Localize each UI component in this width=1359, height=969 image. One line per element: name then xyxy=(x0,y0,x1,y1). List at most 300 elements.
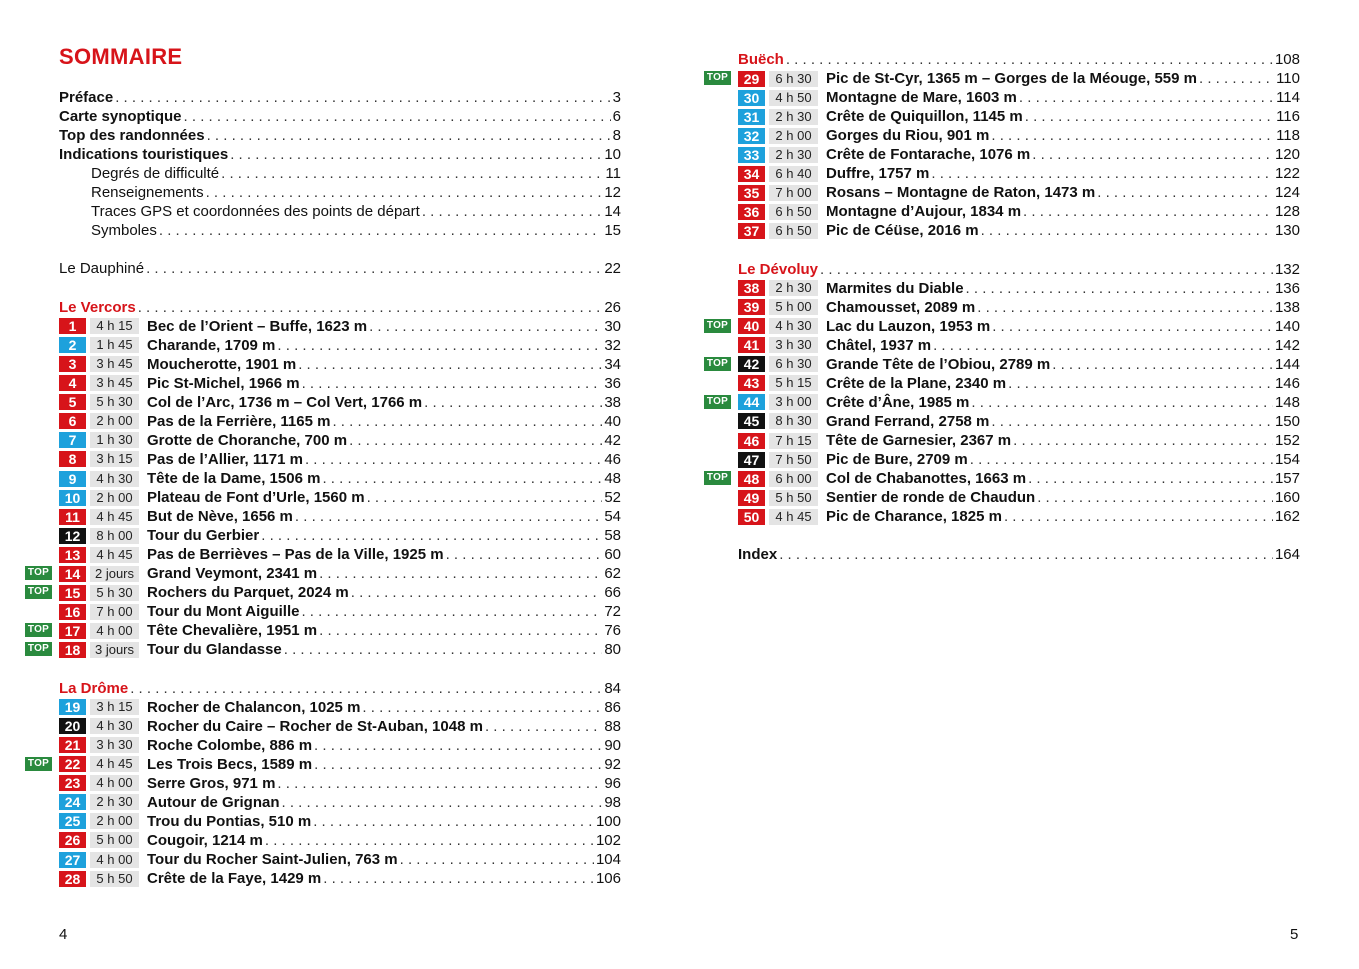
route-number: 27 xyxy=(59,852,86,868)
route-entry[interactable] xyxy=(706,317,1300,336)
route-entry[interactable] xyxy=(738,374,1300,393)
dot-leader xyxy=(351,583,603,602)
route-page: 52 xyxy=(604,489,621,507)
front-matter-entry[interactable] xyxy=(59,126,621,145)
route-page: 30 xyxy=(604,317,621,335)
route-number: 26 xyxy=(59,832,86,848)
route-name: Lac du Lauzon, 1953 m xyxy=(826,317,991,335)
route-number: 1 xyxy=(59,318,86,334)
route-page: 86 xyxy=(604,698,621,716)
route-number: 24 xyxy=(59,794,86,810)
route-page: 32 xyxy=(604,336,621,354)
route-duration: 2 h 30 xyxy=(769,280,818,296)
route-duration: 5 h 15 xyxy=(769,375,818,391)
dauphine-entry-page: 22 xyxy=(604,260,621,278)
route-duration: 5 h 50 xyxy=(90,871,139,887)
route-number: 4 xyxy=(59,375,86,391)
route-page: 116 xyxy=(1276,108,1300,126)
front-matter-entry-page: 15 xyxy=(604,222,621,240)
dot-leader xyxy=(314,736,602,755)
dot-leader xyxy=(1199,69,1274,88)
route-name: Col de Chabanottes, 1663 m xyxy=(826,470,1027,488)
section-vercors[interactable] xyxy=(59,298,621,317)
route-name: Moucherotte, 1901 m xyxy=(147,355,297,373)
route-entry[interactable] xyxy=(738,279,1300,298)
route-duration: 4 h 15 xyxy=(90,318,139,334)
dot-leader xyxy=(323,869,594,888)
route-duration: 2 jours xyxy=(90,566,139,582)
dot-leader xyxy=(977,298,1273,317)
route-duration: 4 h 00 xyxy=(90,852,139,868)
front-matter-entry[interactable] xyxy=(59,88,621,107)
route-entry[interactable] xyxy=(59,374,621,393)
dot-leader xyxy=(966,279,1273,298)
route-duration: 6 h 30 xyxy=(769,356,818,372)
route-entry[interactable] xyxy=(27,755,621,774)
route-name: Tête de la Dame, 1506 m xyxy=(147,470,321,487)
route-entry[interactable] xyxy=(59,831,621,850)
route-entry[interactable] xyxy=(27,583,621,602)
route-entry[interactable] xyxy=(738,107,1300,126)
dot-leader xyxy=(485,717,602,736)
route-name: Crête de la Plane, 2340 m xyxy=(826,374,1007,392)
top-badge: TOP xyxy=(704,319,731,333)
dot-leader xyxy=(1097,183,1273,202)
route-name: Rochers du Parquet, 2024 m xyxy=(147,584,349,602)
route-entry[interactable] xyxy=(59,774,621,793)
route-page: 92 xyxy=(604,755,621,773)
dot-leader xyxy=(206,183,603,202)
top-badge: TOP xyxy=(25,566,52,580)
front-matter-entry-page: 12 xyxy=(604,184,621,202)
route-duration: 8 h 00 xyxy=(90,528,139,544)
route-name: Tête Chevalière, 1951 m xyxy=(147,622,318,640)
route-name: Grand Veymont, 2341 m xyxy=(147,565,318,583)
route-page: 46 xyxy=(604,450,621,468)
route-number: 11 xyxy=(59,509,86,525)
dot-leader xyxy=(400,850,594,869)
route-entry[interactable] xyxy=(59,507,621,526)
dot-leader xyxy=(322,469,602,488)
route-number: 14 xyxy=(59,566,86,582)
dot-leader xyxy=(313,812,594,831)
front-matter-entry-page: 11 xyxy=(605,165,621,183)
route-page: 110 xyxy=(1276,70,1300,88)
dot-leader xyxy=(1019,88,1274,107)
dot-leader xyxy=(319,564,602,583)
top-badge: TOP xyxy=(704,71,731,85)
route-duration: 6 h 40 xyxy=(769,166,818,182)
route-page: 38 xyxy=(604,393,621,411)
route-entry[interactable] xyxy=(738,88,1300,107)
route-duration: 4 h 00 xyxy=(90,623,139,639)
route-page: 142 xyxy=(1274,336,1300,354)
route-page: 146 xyxy=(1274,374,1300,392)
route-page: 120 xyxy=(1274,146,1300,164)
dot-leader xyxy=(221,164,603,183)
section-drome-label: La Drôme xyxy=(59,679,129,697)
route-entry[interactable] xyxy=(738,412,1300,431)
dot-leader xyxy=(971,393,1273,412)
route-duration: 7 h 00 xyxy=(90,604,139,620)
route-number: 20 xyxy=(59,718,86,734)
front-matter-entry[interactable] xyxy=(59,221,621,240)
dot-leader xyxy=(779,545,1273,564)
route-page: 66 xyxy=(604,584,621,602)
route-page: 96 xyxy=(604,774,621,792)
route-duration: 2 h 00 xyxy=(90,813,139,829)
section-devoluy-label: Le Dévoluy xyxy=(738,260,819,278)
dot-leader xyxy=(261,526,602,545)
front-matter-entry-label: Renseignements xyxy=(91,184,204,202)
route-entry[interactable] xyxy=(738,164,1300,183)
route-name: Rocher du Caire – Rocher de St-Auban, 1048 m xyxy=(147,717,483,735)
dot-leader xyxy=(424,393,602,412)
route-entry[interactable] xyxy=(738,507,1300,526)
front-matter-entry-label: Traces GPS et coordonnées des points de départ xyxy=(91,203,420,221)
route-entry[interactable] xyxy=(738,202,1300,221)
front-matter-entry-label: Indications touristiques xyxy=(59,146,229,164)
index-entry[interactable] xyxy=(738,545,1300,564)
route-number: 40 xyxy=(738,318,765,334)
route-name: Crête de la Faye, 1429 m xyxy=(147,870,322,888)
route-entry[interactable] xyxy=(59,431,621,450)
route-number: 12 xyxy=(59,528,86,544)
route-entry[interactable] xyxy=(738,126,1300,145)
route-number: 16 xyxy=(59,604,86,620)
route-entry[interactable] xyxy=(738,431,1300,450)
dot-leader xyxy=(1028,469,1273,488)
route-name: Col de l’Arc, 1736 m – Col Vert, 1766 m xyxy=(147,393,423,411)
route-duration: 2 h 00 xyxy=(90,490,139,506)
route-number: 36 xyxy=(738,204,765,220)
route-duration: 5 h 00 xyxy=(769,299,818,315)
route-name: Gorges du Riou, 901 m xyxy=(826,127,990,145)
dot-leader xyxy=(446,545,603,564)
route-page: 48 xyxy=(604,470,621,487)
route-name: Crête de Quiquillon, 1145 m xyxy=(826,108,1023,126)
route-name: Tour du Gerbier xyxy=(147,527,260,545)
index-entry-page: 164 xyxy=(1274,546,1300,564)
route-entry[interactable] xyxy=(27,564,621,583)
top-badge: TOP xyxy=(25,757,52,771)
route-number: 17 xyxy=(59,623,86,639)
dot-leader xyxy=(277,774,602,793)
front-matter-entry-page: 3 xyxy=(612,89,621,106)
dot-leader xyxy=(138,298,603,317)
route-page: 128 xyxy=(1274,203,1300,221)
route-duration: 2 h 30 xyxy=(90,794,139,810)
route-duration: 3 h 30 xyxy=(90,737,139,753)
route-name: Bec de l’Orient – Buffe, 1623 m xyxy=(147,317,368,335)
route-number: 30 xyxy=(738,90,765,106)
dot-leader xyxy=(991,126,1274,145)
route-duration: 4 h 45 xyxy=(769,509,818,525)
front-matter-entry[interactable] xyxy=(59,164,621,183)
route-duration: 4 h 45 xyxy=(90,509,139,525)
route-entry[interactable] xyxy=(59,812,621,831)
dot-leader xyxy=(305,450,602,469)
dot-leader xyxy=(422,202,603,221)
route-number: 32 xyxy=(738,128,765,144)
route-number: 31 xyxy=(738,109,765,125)
route-entry[interactable] xyxy=(59,355,621,374)
route-entry[interactable] xyxy=(59,317,621,336)
route-duration: 3 h 15 xyxy=(90,451,139,467)
route-duration: 2 h 00 xyxy=(769,128,818,144)
dot-leader xyxy=(349,431,602,450)
route-name: Grande Tête de l’Obiou, 2789 m xyxy=(826,355,1051,373)
route-name: Grotte de Choranche, 700 m xyxy=(147,431,348,449)
route-duration: 3 jours xyxy=(90,642,139,658)
dot-leader xyxy=(207,126,611,145)
route-entry[interactable] xyxy=(59,869,621,888)
route-number: 18 xyxy=(59,642,86,658)
route-number: 34 xyxy=(738,166,765,182)
route-page: 124 xyxy=(1274,184,1300,202)
route-entry[interactable] xyxy=(706,69,1300,88)
front-matter-entry-label: Top des randonnées xyxy=(59,127,205,145)
top-badge: TOP xyxy=(25,623,52,637)
route-name: Trou du Pontias, 510 m xyxy=(147,812,312,830)
route-page: 122 xyxy=(1274,165,1300,183)
route-duration: 5 h 00 xyxy=(90,832,139,848)
route-entry[interactable] xyxy=(738,145,1300,164)
route-number: 47 xyxy=(738,452,765,468)
route-entry[interactable] xyxy=(59,336,621,355)
route-duration: 6 h 30 xyxy=(769,71,818,87)
route-page: 118 xyxy=(1276,127,1300,145)
route-duration: 3 h 30 xyxy=(769,337,818,353)
dot-leader xyxy=(265,831,594,850)
route-duration: 4 h 30 xyxy=(90,718,139,734)
route-entry[interactable] xyxy=(59,602,621,621)
route-entry[interactable] xyxy=(59,850,621,869)
top-badge: TOP xyxy=(704,357,731,371)
dot-leader xyxy=(301,602,602,621)
route-name: Tête de Garnesier, 2367 m xyxy=(826,432,1012,449)
route-entry[interactable] xyxy=(738,488,1300,507)
route-number: 41 xyxy=(738,337,765,353)
route-duration: 4 h 45 xyxy=(90,547,139,563)
route-number: 3 xyxy=(59,356,86,372)
dot-leader xyxy=(1052,355,1273,374)
route-duration: 1 h 30 xyxy=(90,432,139,448)
route-entry[interactable] xyxy=(738,298,1300,317)
dot-leader xyxy=(146,259,602,278)
front-matter-entry[interactable] xyxy=(59,145,621,164)
dot-leader xyxy=(282,793,603,812)
route-entry[interactable] xyxy=(27,640,621,659)
route-name: Plateau de Font d’Urle, 1560 m xyxy=(147,489,365,507)
route-number: 22 xyxy=(59,756,86,772)
route-duration: 3 h 00 xyxy=(769,394,818,410)
route-page: 150 xyxy=(1274,412,1300,430)
route-number: 23 xyxy=(59,775,86,791)
dot-leader xyxy=(184,107,611,126)
route-number: 42 xyxy=(738,356,765,372)
dot-leader xyxy=(319,621,602,640)
front-matter-entry[interactable] xyxy=(59,202,621,221)
route-page: 162 xyxy=(1274,508,1300,526)
front-matter-entry-page: 10 xyxy=(604,146,621,164)
dot-leader xyxy=(786,50,1273,69)
dauphine-entry[interactable] xyxy=(59,259,621,278)
route-page: 106 xyxy=(595,870,621,888)
route-name: Pic de Bure, 2709 m xyxy=(826,451,968,469)
route-entry[interactable] xyxy=(706,355,1300,374)
route-number: 8 xyxy=(59,451,86,467)
front-matter-entry-page: 14 xyxy=(604,203,621,221)
route-number: 39 xyxy=(738,299,765,315)
route-duration: 5 h 30 xyxy=(90,394,139,410)
route-entry[interactable] xyxy=(738,221,1300,240)
route-page: 90 xyxy=(604,736,621,754)
route-page: 154 xyxy=(1274,451,1300,469)
route-entry[interactable] xyxy=(59,469,621,488)
route-page: 140 xyxy=(1274,317,1300,335)
route-name: Pas de l’Allier, 1171 m xyxy=(147,450,303,468)
route-number: 37 xyxy=(738,223,765,239)
section-buech-page: 108 xyxy=(1274,51,1300,68)
route-duration: 6 h 50 xyxy=(769,204,818,220)
route-page: 152 xyxy=(1274,432,1300,449)
route-name: Pic de St-Cyr, 1365 m – Gorges de la Méouge, 559 m xyxy=(826,70,1197,88)
route-name: Pic de Charance, 1825 m xyxy=(826,508,1002,526)
front-matter-entry-label: Carte synoptique xyxy=(59,108,182,126)
dot-leader xyxy=(277,336,602,355)
route-name: Pas de la Ferrière, 1165 m xyxy=(147,412,331,430)
route-number: 29 xyxy=(738,71,765,87)
route-number: 43 xyxy=(738,375,765,391)
route-duration: 3 h 45 xyxy=(90,375,139,391)
route-duration: 1 h 45 xyxy=(90,337,139,353)
route-name: Autour de Grignan xyxy=(147,793,280,811)
route-page: 34 xyxy=(604,355,621,373)
dot-leader xyxy=(295,507,602,526)
route-name: Crête d’Âne, 1985 m xyxy=(826,393,970,411)
top-badge: TOP xyxy=(704,471,731,485)
route-entry[interactable] xyxy=(59,545,621,564)
route-number: 44 xyxy=(738,394,765,410)
route-entry[interactable] xyxy=(59,698,621,717)
section-drome-page: 84 xyxy=(604,679,621,697)
route-entry[interactable] xyxy=(27,621,621,640)
route-duration: 4 h 30 xyxy=(90,471,139,487)
page-title: SOMMAIRE xyxy=(59,44,183,69)
route-duration: 5 h 30 xyxy=(90,585,139,601)
route-number: 9 xyxy=(59,471,86,487)
route-name: Sentier de ronde de Chaudun xyxy=(826,489,1036,507)
route-page: 88 xyxy=(604,717,621,735)
dot-leader xyxy=(298,355,602,374)
top-badge: TOP xyxy=(25,642,52,656)
route-entry[interactable] xyxy=(59,793,621,812)
route-number: 25 xyxy=(59,813,86,829)
route-entry[interactable] xyxy=(59,488,621,507)
front-matter-entry[interactable] xyxy=(59,183,621,202)
route-entry[interactable] xyxy=(738,336,1300,355)
page-number-left: 4 xyxy=(59,926,68,943)
route-page: 104 xyxy=(595,851,621,868)
route-name: Grand Ferrand, 2758 m xyxy=(826,412,990,430)
route-entry[interactable] xyxy=(738,183,1300,202)
section-drome[interactable] xyxy=(59,679,621,698)
route-page: 80 xyxy=(604,641,621,659)
route-entry[interactable] xyxy=(59,717,621,736)
dot-leader xyxy=(284,640,603,659)
front-matter-entry[interactable] xyxy=(59,107,621,126)
route-duration: 4 h 30 xyxy=(769,318,818,334)
index-entry-label: Index xyxy=(738,546,778,564)
route-duration: 8 h 30 xyxy=(769,413,818,429)
route-name: Rocher de Chalancon, 1025 m xyxy=(147,698,361,716)
dot-leader xyxy=(369,317,602,336)
dot-leader xyxy=(933,336,1273,355)
route-page: 144 xyxy=(1274,355,1300,373)
dot-leader xyxy=(115,88,610,107)
route-name: Montagne de Mare, 1603 m xyxy=(826,89,1017,107)
route-entry[interactable] xyxy=(738,450,1300,469)
route-entry[interactable] xyxy=(59,736,621,755)
route-duration: 5 h 50 xyxy=(769,490,818,506)
section-devoluy-page: 132 xyxy=(1274,260,1300,278)
dot-leader xyxy=(230,145,602,164)
dot-leader xyxy=(1008,374,1273,393)
route-number: 6 xyxy=(59,413,86,429)
route-number: 10 xyxy=(59,490,86,506)
dot-leader xyxy=(820,260,1273,279)
dot-leader xyxy=(130,679,602,698)
route-name: Chamousset, 2089 m xyxy=(826,298,976,316)
route-entry[interactable] xyxy=(59,450,621,469)
front-matter-entry-label: Degrés de difficulté xyxy=(91,165,220,183)
route-duration: 6 h 00 xyxy=(769,471,818,487)
section-devoluy[interactable] xyxy=(738,260,1300,279)
route-entry[interactable] xyxy=(59,412,621,431)
route-page: 160 xyxy=(1274,489,1300,507)
route-duration: 3 h 15 xyxy=(90,699,139,715)
route-number: 50 xyxy=(738,509,765,525)
route-name: Duffre, 1757 m xyxy=(826,165,930,183)
route-duration: 2 h 30 xyxy=(769,109,818,125)
dot-leader xyxy=(1023,202,1273,221)
dot-leader xyxy=(302,374,603,393)
route-name: Crête de Fontarache, 1076 m xyxy=(826,146,1031,164)
route-entry[interactable] xyxy=(59,526,621,545)
dot-leader xyxy=(970,450,1273,469)
route-name: Cougoir, 1214 m xyxy=(147,831,263,849)
route-page: 72 xyxy=(604,603,621,621)
route-entry[interactable] xyxy=(706,469,1300,488)
route-number: 7 xyxy=(59,432,86,448)
route-page: 100 xyxy=(595,812,621,830)
route-entry[interactable] xyxy=(59,393,621,412)
route-number: 5 xyxy=(59,394,86,410)
route-page: 54 xyxy=(604,508,621,526)
route-page: 60 xyxy=(604,546,621,564)
route-name: Tour du Glandasse xyxy=(147,641,282,659)
route-name: Les Trois Becs, 1589 m xyxy=(147,755,313,773)
route-duration: 2 h 00 xyxy=(90,413,139,429)
route-number: 33 xyxy=(738,147,765,163)
route-entry[interactable] xyxy=(706,393,1300,412)
route-name: Serre Gros, 971 m xyxy=(147,774,276,792)
route-number: 35 xyxy=(738,185,765,201)
route-page: 58 xyxy=(604,527,621,545)
dot-leader xyxy=(992,317,1273,336)
section-buech[interactable] xyxy=(738,50,1300,69)
